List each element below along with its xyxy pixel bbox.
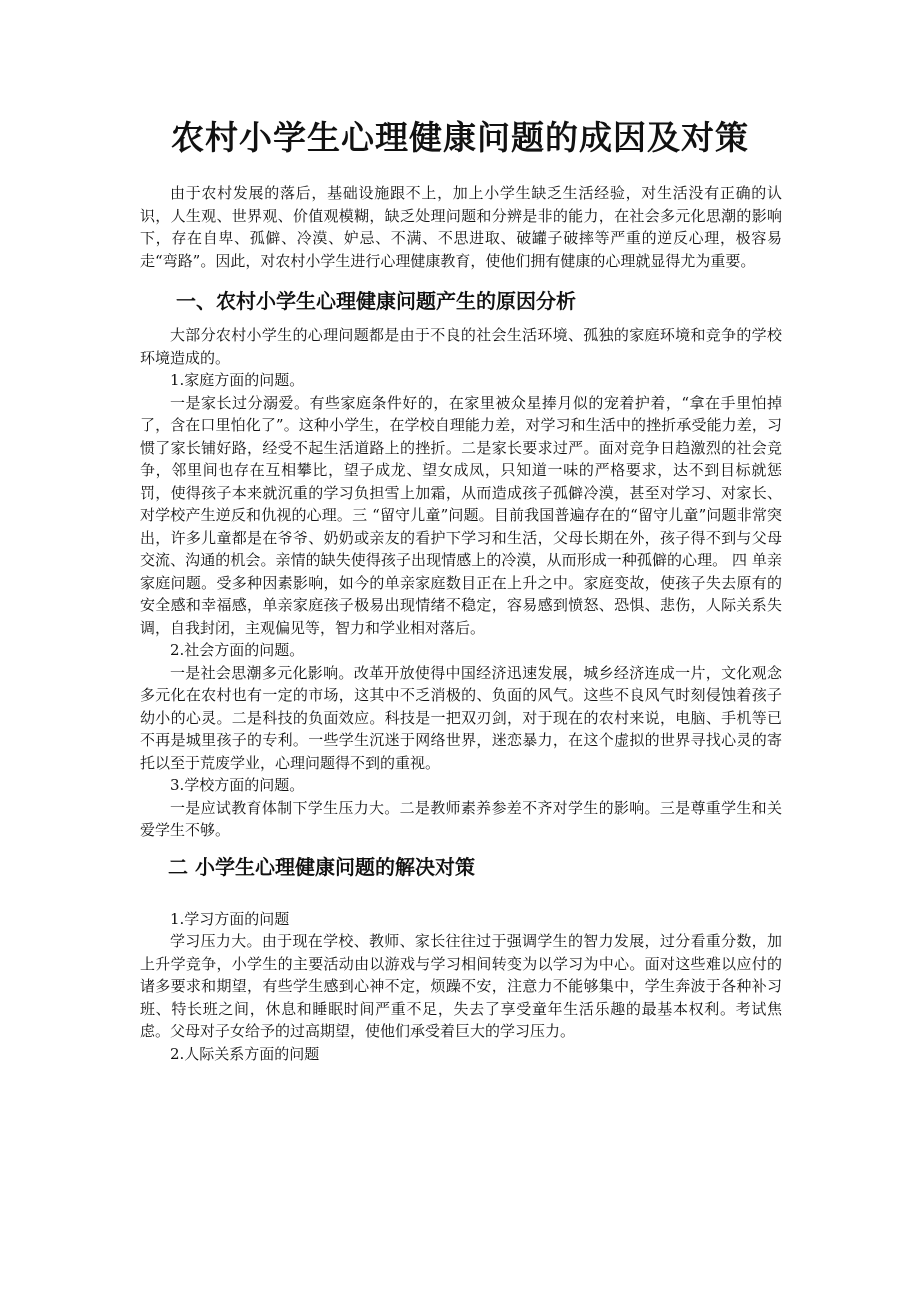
section1-item2-body: 一是社会思潮多元化影响。改革开放使得中国经济迅速发展，城乡经济连成一片，文化观念多元化在农村也有一定的市场，这其中不乏消极的、负面的风气。这些不良风气时刻侵蚀着孩子幼小的心灵。二是科技的负面效应。科技是一把双刃剑，对于现在的农村来说，电脑、手机等已不再是城里孩子的专利。一些学生沉迷于网络世界，迷恋暴力，在这个虚拟的世界寻找心灵的寄托以至于荒废学业，心理问题得不到的重视。 xyxy=(140,663,782,772)
section1-item1-body: 一是家长过分溺爱。有些家庭条件好的，在家里被众星捧月似的宠着护着，“拿在手里怕掉了，含在口里怕化了”。这种小学生，在学校自理能力差，对学习和生活中的挫折承受能力差，习惯了家长铺好路，经受不起生活道路上的挫折。二是家长要求过严。面对竞争日趋激烈的社会竞争，邻里间也存在互相攀比，望子成龙、望女成凤，只知道一味的严格要求，达不到目标就惩罚，使得孩子本来就沉重的学习负担雪上加霜，从而造成孩子孤僻冷漠，甚至对学习、对家长、对学校产生逆反和仇视的心理。三 “留守儿童”问题。目前我国普遍存在的“留守儿童”问题非常突出，许多儿童都是在爷爷、奶奶或亲友的看护下学习和生活，父母长期在外，孩子得不到与父母交流、沟通的机会。亲情的缺失使得孩子出现情感上的冷漠，从而形成一种孤僻的心理。 四 单亲家庭问题。受多种因素影响，如今的单亲家庭数目正在上升之中。家庭变故，使孩子失去原有的安全感和幸福感，单亲家庭孩子极易出现情绪不稳定，容易感到愤怒、恐惧、悲伤，人际关系失调，自我封闭，主观偏见等，智力和学业相对落后。 xyxy=(140,393,782,637)
section1-heading: 一、农村小学生心理健康问题产生的原因分析 xyxy=(176,289,576,313)
section1-item2-title: 2.社会方面的问题。 xyxy=(170,641,305,659)
section1-item3-title: 3.学校方面的问题。 xyxy=(170,776,305,794)
section2-item1-title: 1.学习方面的问题 xyxy=(170,909,290,928)
spacer xyxy=(140,894,782,908)
section2-item1-body: 学习压力大。由于现在学校、教师、家长往往过于强调学生的智力发展，过分看重分数，加上升学竞争，小学生的主要活动由以游戏与学习相间转变为以学习为中心。面对这些难以应付的诸多要求和期望，有些学生感到心神不定，烦躁不安，注意力不能够集中，学生奔波于各种补习班、特长班之间，休息和睡眠时间严重不足，失去了享受童年生活乐趣的最基本权利。考试焦虑。父母对子女给予的过高期望，使他们承受着巨大的学习压力。 xyxy=(140,932,782,1040)
section2-heading: 二 小学生心理健康问题的解决对策 xyxy=(168,854,475,879)
section1-item1-title: 1.家庭方面的问题。 xyxy=(170,371,305,389)
section1-lead: 大部分农村小学生的心理问题都是由于不良的社会生活环境、孤独的家庭环境和竞争的学校环境造成的。 xyxy=(140,326,782,367)
document-title: 农村小学生心理健康问题的成因及对策 xyxy=(171,118,749,157)
intro-paragraph: 由于农村发展的落后，基础设施跟不上，加上小学生缺乏生活经验，对生活没有正确的认识，人生观、世界观、价值观模糊，缺乏处理问题和分辨是非的能力，在社会多元化思潮的影响下，存在自卑、孤僻、冷漠、妒忌、不满、不思进取、破罐子破摔等严重的逆反心理，极容易走“弯路”。因此，对农村小学生进行心理健康教育，使他们拥有健康的心理就显得尤为重要。 xyxy=(140,184,782,270)
section2-item2-title: 2.人际关系方面的问题 xyxy=(170,1044,320,1063)
document-body xyxy=(140,182,782,1065)
section1-item3-body: 一是应试教育体制下学生压力大。二是教师素养参差不齐对学生的影响。三是尊重学生和关爱学生不够。 xyxy=(140,798,782,839)
